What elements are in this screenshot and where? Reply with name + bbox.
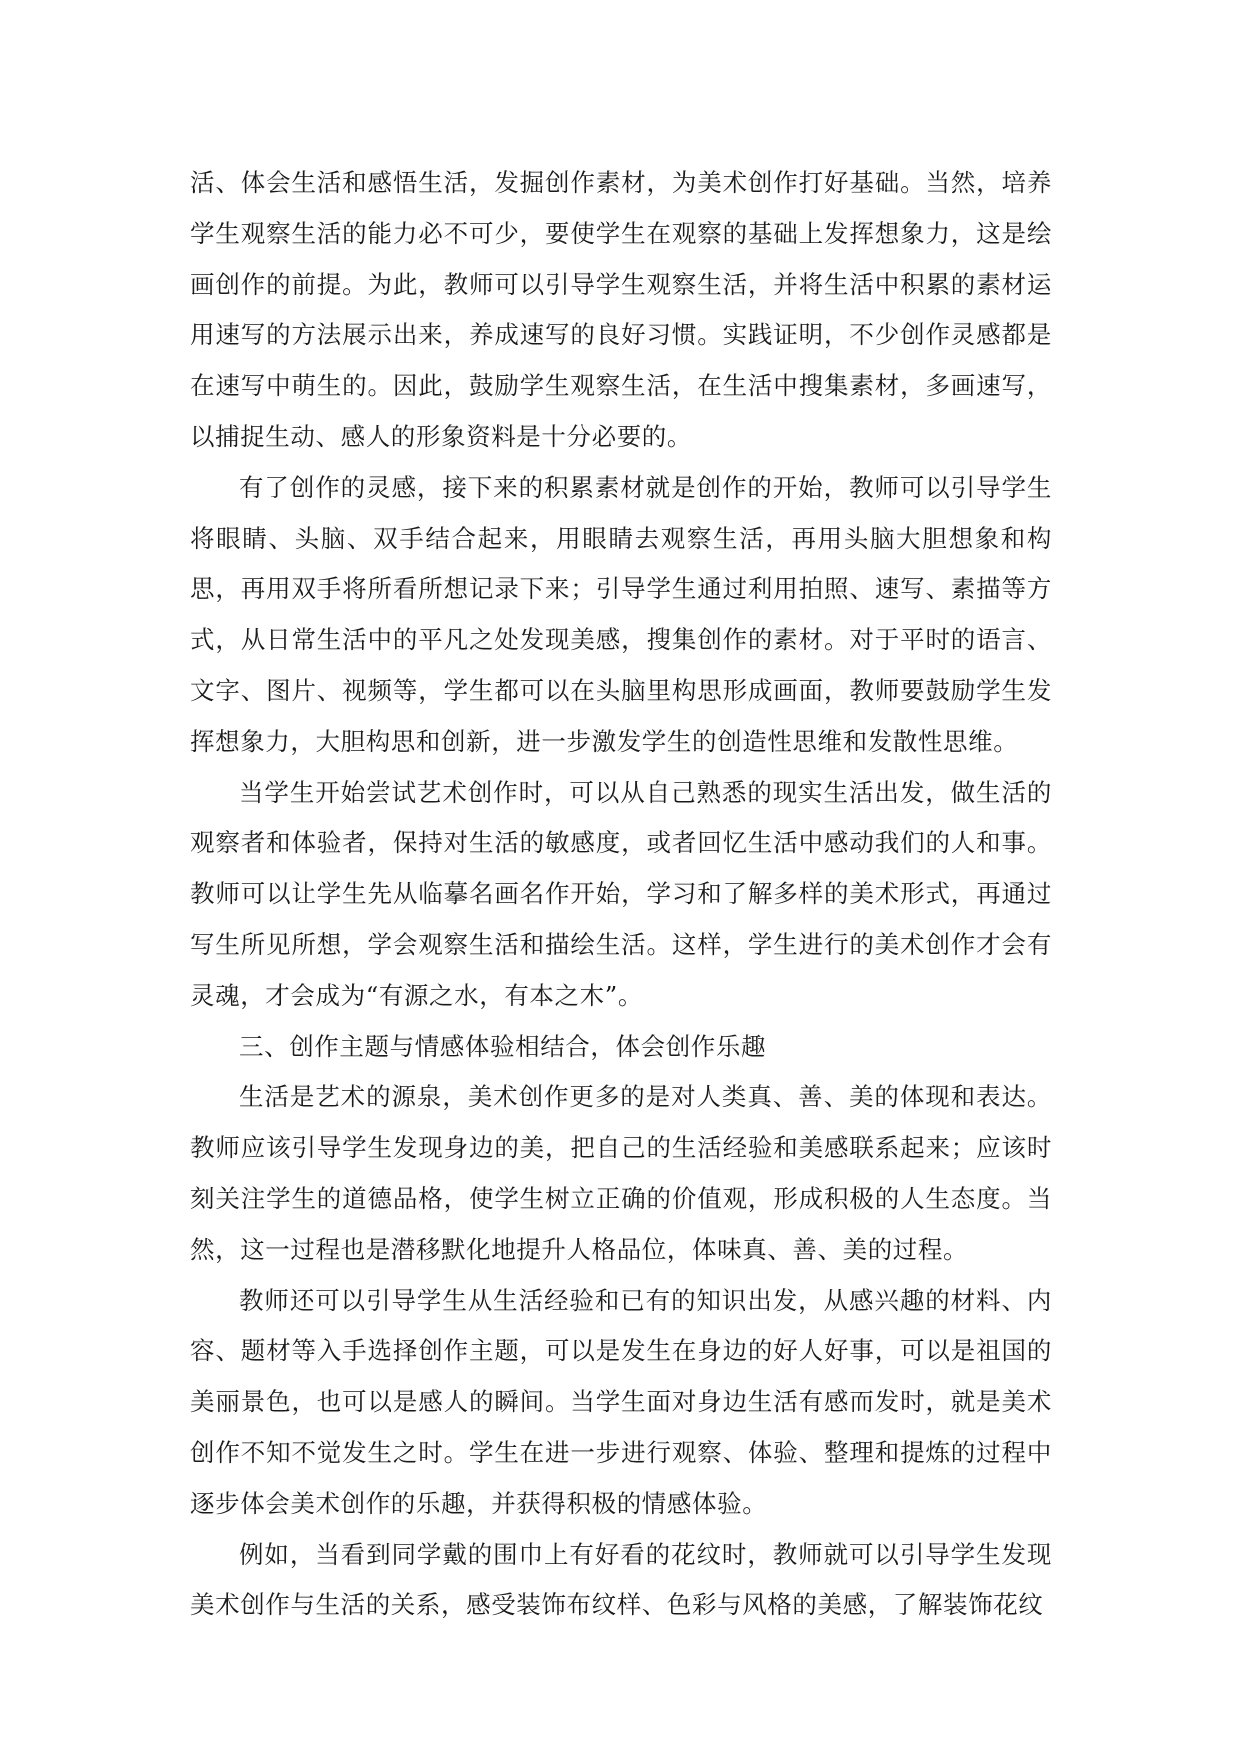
document-body (190, 158, 1052, 1631)
paragraph-1: 活、体会生活和感悟生活，发掘创作素材，为美术创作打好基础。当然，培养学生观察生活的能力必不可少，要使学生在观察的基础上发挥想象力，这是绘画创作的前提。为此，教师可以引导学生观察生活，并将生活中积累的素材运用速写的方法展示出来，养成速写的良好习惯。实践证明，不少创作灵感都是在速写中萌生的。因此，鼓励学生观察生活，在生活中搜集素材，多画速写，以捕捉生动、感人的形象资料是十分必要的。 (190, 168, 1052, 451)
section-heading: 三、创作主题与情感体验相结合，体会创作乐趣 (239, 1031, 767, 1061)
paragraph-2: 有了创作的灵感，接下来的积累素材就是创作的开始，教师可以引导学生将眼睛、头脑、双手结合起来，用眼睛去观察生活，再用头脑大胆想象和构思，再用双手将所看所想记录下来；引导学生通过利用拍照、速写、素描等方式，从日常生活中的平凡之处发现美感，搜集创作的素材。对于平时的语言、文字、图片、视频等，学生都可以在头脑里构思形成画面，教师要鼓励学生发挥想象力，大胆构思和创新，进一步激发学生的创造性思维和发散性思维。 (190, 472, 1052, 756)
paragraph-3: 当学生开始尝试艺术创作时，可以从自己熟悉的现实生活出发，做生活的观察者和体验者，保持对生活的敏感度，或者回忆生活中感动我们的人和事。教师可以让学生先从临摹名画名作开始，学习和了解多样的美术形式，再通过写生所见所想，学会观察生活和描绘生活。这样，学生进行的美术创作才会有灵魂，才会成为“有源之水，有本之木”。 (190, 777, 1052, 1010)
paragraph-6: 例如，当看到同学戴的围巾上有好看的花纹时，教师就可以引导学生发现美术创作与生活的关系，感受装饰布纹样、色彩与风格的美感，了解装饰花纹 (190, 1539, 1052, 1620)
paragraph-5: 教师还可以引导学生从生活经验和已有的知识出发，从感兴趣的材料、内容、题材等入手选择创作主题，可以是发生在身边的好人好事，可以是祖国的美丽景色，也可以是感人的瞬间。当学生面对身边生活有感而发时，就是美术创作不知不觉发生之时。学生在进一步进行观察、体验、整理和提炼的过程中逐步体会美术创作的乐趣，并获得积极的情感体验。 (190, 1285, 1052, 1518)
paragraph-4: 生活是艺术的源泉，美术创作更多的是对人类真、善、美的体现和表达。教师应该引导学生发现身边的美，把自己的生活经验和美感联系起来；应该时刻关注学生的道德品格，使学生树立正确的价值观，形成积极的人生态度。当然，这一过程也是潜移默化地提升人格品位，体味真、善、美的过程。 (190, 1082, 1052, 1264)
